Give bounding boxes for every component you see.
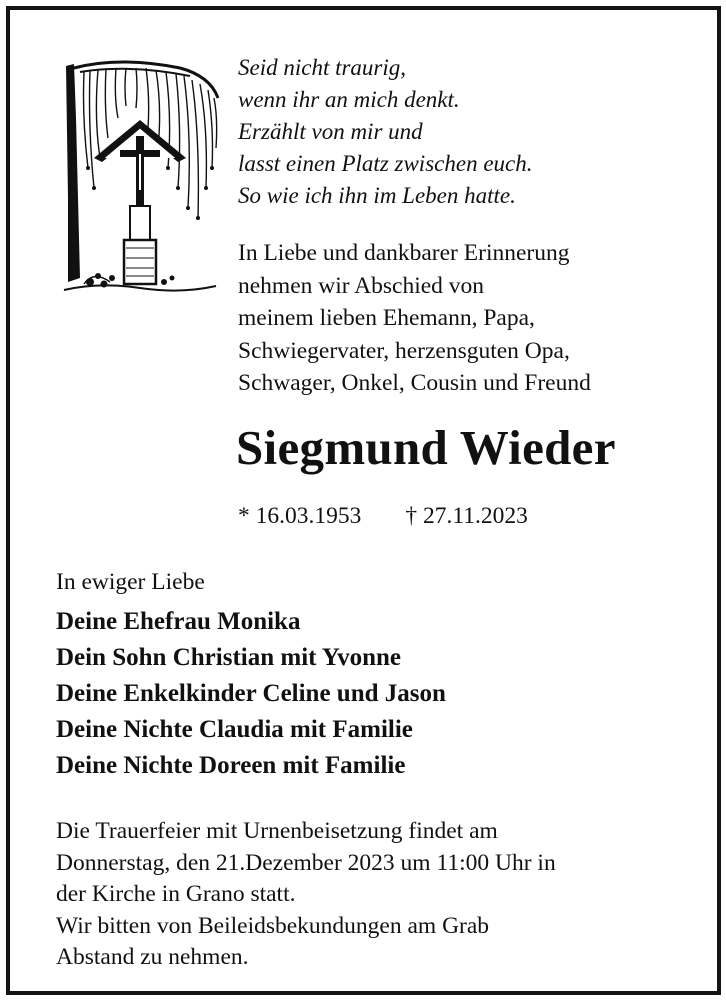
mourner-line: Deine Nichte Doreen mit Familie: [56, 752, 406, 779]
mourner-line: Deine Ehefrau Monika: [56, 608, 301, 635]
mourner-line: Deine Enkelkinder Celine und Jason: [56, 680, 446, 707]
poem: [238, 52, 698, 212]
notice-line: der Kirche in Grano statt.: [56, 881, 296, 907]
intro-line: In Liebe und dankbarer Erinnerung: [238, 240, 570, 266]
obituary-frame: [6, 6, 721, 995]
poem-line: So wie ich ihn im Leben hatte.: [238, 183, 516, 208]
poem-line: wenn ihr an mich denkt.: [238, 87, 460, 112]
closing-phrase: In ewiger Liebe: [56, 569, 205, 595]
farewell-intro: [238, 237, 708, 400]
intro-line: nehmen wir Abschied von: [238, 272, 485, 299]
birth-date: * 16.03.1953: [238, 503, 362, 529]
intro-line: meinem lieben Ehemann, Papa,: [238, 305, 535, 331]
death-date: † 27.11.2023: [405, 503, 528, 529]
intro-line: Schwager, Onkel, Cousin und Freund: [238, 370, 591, 396]
notice-line: Donnerstag, den 21.Dezember 2023 um 11:00 Uhr in: [56, 849, 556, 876]
mourner-line: Dein Sohn Christian mit Yvonne: [56, 644, 401, 671]
willow-tree-wayside-cross-icon: [60, 58, 220, 303]
poem-line: lasst einen Platz zwischen euch.: [238, 151, 533, 176]
poem-line: Erzählt von mir und: [238, 119, 423, 144]
notice-line: Die Trauerfeier mit Urnenbeisetzung findet am: [56, 818, 498, 844]
funeral-notice: [56, 816, 556, 974]
notice-line: Wir bitten von Beileidsbekundungen am Grab: [56, 912, 490, 939]
deceased-name: Siegmund Wieder: [236, 420, 616, 475]
poem-line: Seid nicht traurig,: [238, 55, 407, 80]
notice-line: Abstand zu nehmen.: [56, 944, 249, 970]
intro-line: Schwiegervater, herzensguten Opa,: [238, 337, 570, 364]
mourners-list: [56, 604, 446, 784]
mourner-line: Deine Nichte Claudia mit Familie: [56, 716, 413, 743]
life-dates: [238, 500, 528, 532]
